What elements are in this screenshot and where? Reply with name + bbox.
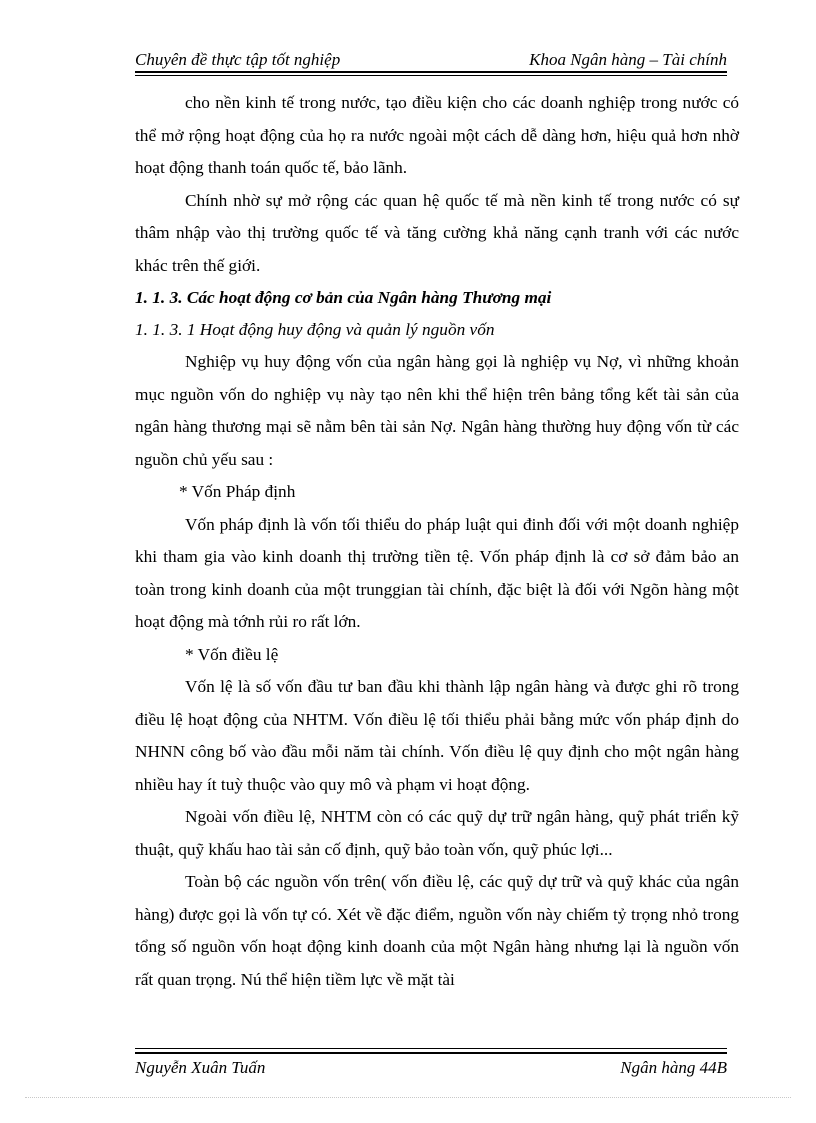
footer-rule-thick bbox=[135, 1052, 727, 1054]
page-footer bbox=[135, 1048, 727, 1078]
header-rule-thin bbox=[135, 75, 727, 76]
footer-class: Ngân hàng 44B bbox=[620, 1058, 727, 1077]
paragraph-3: Nghiệp vụ huy động vốn của ngân hàng gọi là nghiệp vụ Nợ, vì những khoản mục nguồn vốn do nghiệp vụ này tạo nên khi thể hiện trên bảng tổng kết tài sản của ngân hàng thương mại sẽ nằm bên tài sản Nợ. Ngân hàng thường huy động vốn từ các nguồn chủ yếu sau : bbox=[135, 352, 739, 469]
page-header bbox=[135, 47, 727, 73]
section-heading: 1. 1. 3. Các hoạt động cơ bản của Ngân hàng Thương mại bbox=[135, 288, 552, 307]
paragraph-2: Chính nhờ sự mở rộng các quan hệ quốc tế mà nền kinh tế trong nước có sự thâm nhập vào thị trường quốc tế và tăng cường khả năng cạnh tranh với các nước khác trên thế giới. bbox=[135, 190, 739, 275]
bullet-von-phap-dinh: * Vốn Pháp định bbox=[179, 482, 296, 501]
page-body bbox=[135, 87, 739, 996]
header-course-title: Chuyên đề thực tập tốt nghiệp bbox=[135, 50, 341, 69]
paragraph-7: Toàn bộ các nguồn vốn trên( vốn điều lệ, các quỹ dự trữ và quỹ khác của ngân hàng) được gọi là vốn tự có. Xét về đặc điểm, nguồn vốn này chiếm tỷ trọng nhỏ trong tổng số nguồn vốn hoạt động kinh doanh của một Ngân hàng nhưng lại là nguồn vốn rất quan trọng. Nú thể hiện tiềm lực về mặt tài bbox=[135, 872, 739, 989]
header-rule-thick bbox=[135, 71, 727, 73]
paragraph-4: Vốn pháp định là vốn tối thiểu do pháp luật qui đinh đối với một doanh nghiệp khi tham gia vào kinh doanh thị trường tiền tệ. Vốn pháp định là cơ sở đảm bảo an toàn trong kinh doanh của một trunggian tài chính, đặc biệt là đối với Ngõn hàng một hoạt động mà tớnh rủi ro rất lớn. bbox=[135, 514, 739, 631]
page-bottom-dotted-line bbox=[25, 1097, 791, 1098]
bullet-von-dieu-le: * Vốn điều lệ bbox=[185, 644, 279, 664]
header-faculty: Khoa Ngân hàng – Tài chính bbox=[529, 50, 727, 69]
subsection-heading: 1. 1. 3. 1 Hoạt động huy động và quản lý nguồn vốn bbox=[135, 320, 495, 339]
footer-author: Nguyễn Xuân Tuấn bbox=[135, 1058, 266, 1077]
footer-rule-thin bbox=[135, 1048, 727, 1049]
paragraph-5: Vốn lệ là số vốn đầu tư ban đầu khi thành lập ngân hàng và được ghi rõ trong điều lệ hoạt động của NHTM. Vốn điều lệ tối thiểu phải bằng mức vốn pháp định do NHNN công bố vào đầu mỗi năm tài chính. Vốn điều lệ quy định cho một ngân hàng nhiều hay ít tuỳ thuộc vào quy mô và phạm vi hoạt động. bbox=[135, 677, 739, 794]
paragraph-6: Ngoài vốn điều lệ, NHTM còn có các quỹ dự trữ ngân hàng, quỹ phát triển kỹ thuật, quỹ khấu hao tài sản cố định, quỹ bảo toàn vốn, quỹ phúc lợi... bbox=[135, 807, 739, 859]
paragraph-1: cho nền kinh tế trong nước, tạo điều kiện cho các doanh nghiệp trong nước có thể mở rộng hoạt động của họ ra nước ngoài một cách dễ dàng hơn, hiệu quả hơn nhờ hoạt động thanh toán quốc tế, bảo lãnh. bbox=[135, 93, 739, 177]
